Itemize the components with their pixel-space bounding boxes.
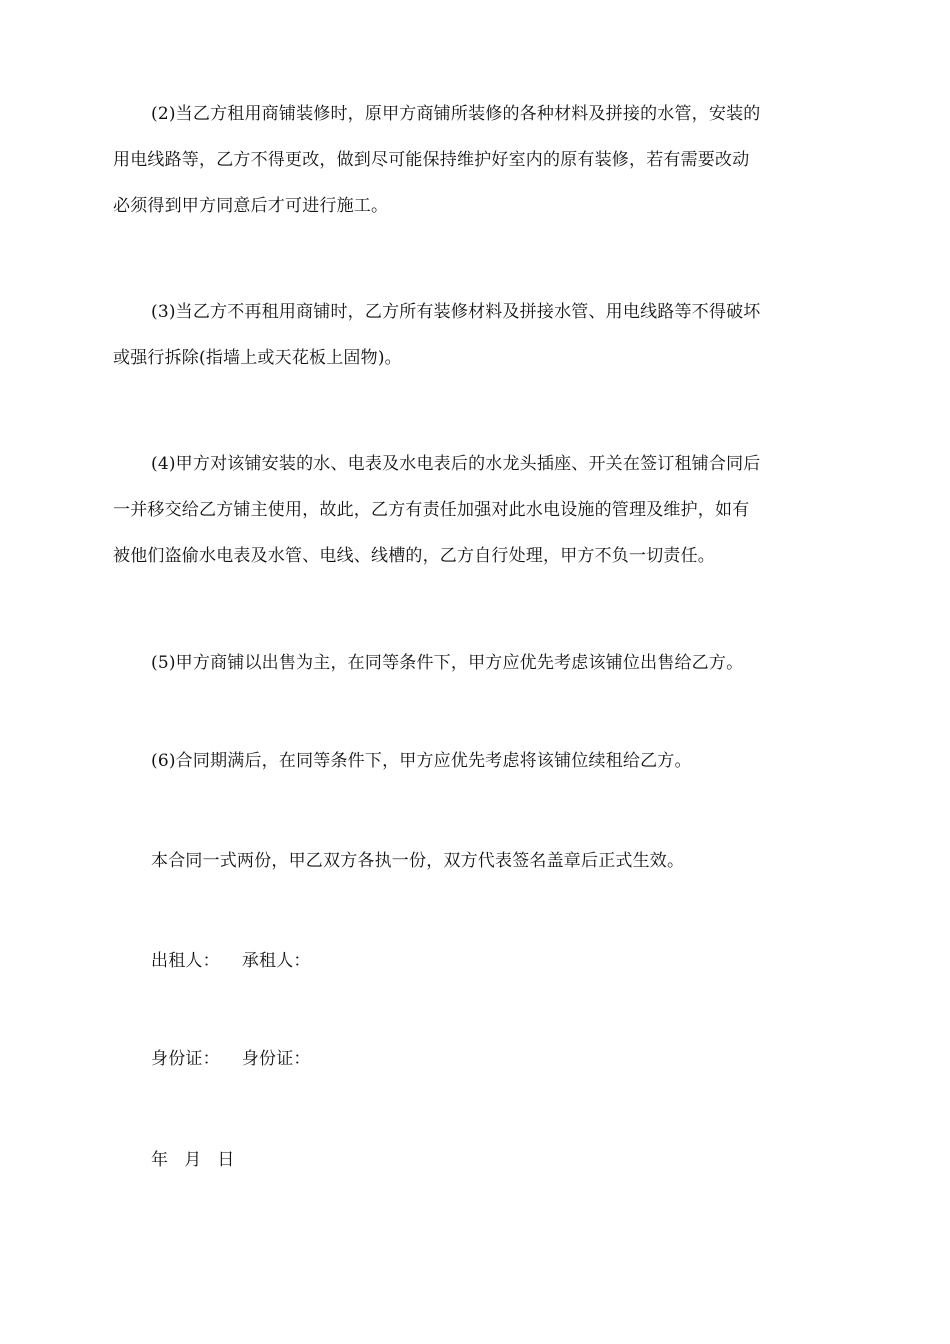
clause-2 — [113, 91, 837, 229]
clause-6 — [113, 738, 837, 784]
signature-ids — [113, 1036, 837, 1082]
clause-5-line-1: (5)甲方商铺以出售为主，在同等条件下，甲方应优先考虑该铺位出售给乙方。 — [151, 653, 744, 673]
closing-statement — [113, 838, 837, 884]
signature-parties-line — [113, 938, 837, 984]
clause-6-line-1: (6)合同期满后，在同等条件下，甲方应优先考虑将该铺位续租给乙方。 — [151, 751, 692, 771]
clause-4-line-2: 一并移交给乙方铺主使用，故此，乙方有责任加强对此水电设施的管理及维护，如有 — [113, 500, 750, 520]
clause-3-line-2: 或强行拆除(指墙上或天花板上固物)。 — [113, 348, 402, 368]
signature-parties — [113, 938, 837, 984]
clause-3-line-1: (3)当乙方不再租用商铺时，乙方所有装修材料及拼接水管、用电线路等不得破坏 — [151, 302, 761, 322]
clause-4-line-3: 被他们盗偷水电表及水管、电线、线槽的，乙方自行处理，甲方不负一切责任。 — [113, 546, 715, 566]
clause-4 — [113, 441, 837, 579]
signature-date — [113, 1137, 837, 1183]
clause-4-line-1: (4)甲方对该铺安装的水、电表及水电表后的水龙头插座、开关在签订租铺合同后 — [151, 454, 761, 474]
clause-3 — [113, 289, 837, 381]
date-day: 日 — [217, 1150, 235, 1170]
lessee-label: 承租人： — [241, 951, 311, 971]
clause-2-line-2: 用电线路等，乙方不得更改，做到尽可能保持维护好室内的原有装修，若有需要改动 — [113, 150, 750, 170]
signature-ids-line — [113, 1036, 837, 1082]
lessor-label: 出租人： — [151, 951, 220, 971]
date-month: 月 — [184, 1150, 202, 1170]
signature-date-line — [113, 1137, 837, 1183]
clause-5 — [113, 640, 837, 686]
clause-2-line-3: 必须得到甲方同意后才可进行施工。 — [113, 196, 389, 216]
closing-statement-line: 本合同一式两份，甲乙双方各执一份，双方代表签名盖章后正式生效。 — [151, 851, 685, 871]
lessee-id-label: 身份证： — [241, 1049, 311, 1069]
date-year: 年 — [151, 1150, 169, 1170]
lessor-id-label: 身份证： — [151, 1049, 220, 1069]
clause-2-line-1: (2)当乙方租用商铺装修时，原甲方商铺所装修的各种材料及拼接的水管，安装的 — [151, 104, 761, 124]
